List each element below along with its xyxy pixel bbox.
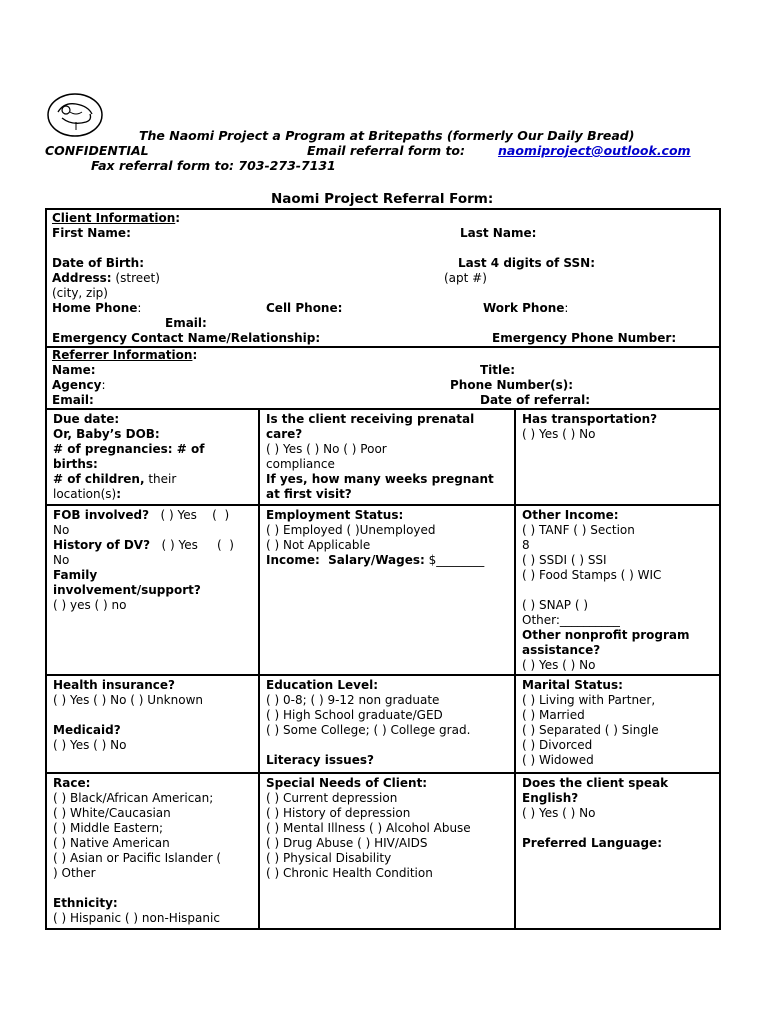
children-label: # of children, their xyxy=(53,472,177,486)
home-phone-colon: : xyxy=(137,301,142,315)
births-label: births: xyxy=(53,457,98,471)
fax-line: Fax referral form to: 703-273-7131 xyxy=(91,158,336,173)
city-zip-field[interactable]: (city, zip) xyxy=(52,286,108,300)
emergency-contact-field[interactable]: Emergency Contact Name/Relationship: xyxy=(52,331,321,345)
employment-label: Employment Status: xyxy=(266,508,404,522)
race-option[interactable]: ( ) Middle Eastern; xyxy=(53,821,164,835)
home-phone-label[interactable]: Home Phone xyxy=(52,301,138,315)
spacer xyxy=(53,881,252,896)
prenatal-question: Is the client receiving prenatal xyxy=(266,412,475,426)
special-needs-option[interactable]: ( ) History of depression xyxy=(266,806,411,820)
agency-label[interactable]: Agency xyxy=(52,378,102,392)
married-option[interactable]: ( ) Married xyxy=(522,708,585,722)
nonprofit-question: Other nonprofit program xyxy=(522,628,690,642)
client-section-heading: Client Information xyxy=(52,211,176,225)
email-link[interactable]: naomiproject@outlook.com xyxy=(498,143,691,158)
special-needs-option[interactable]: ( ) Chronic Health Condition xyxy=(266,866,433,880)
marital-label: Marital Status: xyxy=(522,678,623,692)
transportation-cell[interactable] xyxy=(516,410,719,504)
widowed-option[interactable]: ( ) Widowed xyxy=(522,753,594,767)
section8-option[interactable]: 8 xyxy=(522,538,530,552)
nonprofit-options[interactable]: ( ) Yes ( ) No xyxy=(522,658,596,672)
english-options[interactable]: ( ) Yes ( ) No xyxy=(522,806,596,820)
referrer-name-field[interactable]: Name: xyxy=(52,363,96,377)
spacer xyxy=(522,583,713,598)
food-stamps-option[interactable]: ( ) Food Stamps ( ) WIC xyxy=(522,568,662,582)
dv-no-option[interactable]: No xyxy=(53,553,70,567)
separated-option[interactable]: ( ) Separated ( ) Single xyxy=(522,723,659,737)
literacy-label: Literacy issues? xyxy=(266,753,374,767)
referrer-section xyxy=(47,348,719,410)
language-cell[interactable] xyxy=(516,774,719,928)
employment-cell[interactable] xyxy=(260,506,516,674)
weeks-pregnant-question-cont: at first visit? xyxy=(266,487,352,501)
preferred-language-label: Preferred Language: xyxy=(522,836,662,850)
prenatal-question-cont: care? xyxy=(266,427,303,441)
race-option[interactable]: ( ) Black/African American; xyxy=(53,791,214,805)
special-needs-option[interactable]: ( ) Drug Abuse ( ) HIV/AIDS xyxy=(266,836,428,850)
family-cell[interactable] xyxy=(47,506,260,674)
fob-involved-line[interactable]: FOB involved? ( ) Yes ( ) xyxy=(53,508,230,522)
special-needs-option[interactable]: ( ) Current depression xyxy=(266,791,398,805)
employment-na-option[interactable]: ( ) Not Applicable xyxy=(266,538,371,552)
english-question: Does the client speak xyxy=(522,776,669,790)
race-option[interactable]: ( ) Asian or Pacific Islander ( xyxy=(53,851,222,865)
race-label: Race: xyxy=(53,776,91,790)
education-options-1[interactable]: ( ) 0-8; ( ) 9-12 non graduate xyxy=(266,693,440,707)
grid-row xyxy=(47,774,719,928)
special-needs-option[interactable]: ( ) Physical Disability xyxy=(266,851,392,865)
referral-form xyxy=(45,208,721,930)
other-income-label: Other Income: xyxy=(522,508,619,522)
fob-no-option[interactable]: No xyxy=(53,523,70,537)
dob-field[interactable]: Date of Birth: xyxy=(52,256,145,270)
race-cell[interactable] xyxy=(47,774,260,928)
work-phone-colon: : xyxy=(564,301,569,315)
referral-date-field[interactable]: Date of referral: xyxy=(480,393,591,407)
special-needs-label: Special Needs of Client: xyxy=(266,776,428,790)
spacer xyxy=(266,738,508,753)
employment-options[interactable]: ( ) Employed ( )Unemployed xyxy=(266,523,436,537)
address-street-field[interactable]: (street) xyxy=(111,271,160,285)
income-line[interactable]: Income: Salary/Wages: $________ xyxy=(266,553,485,567)
divorced-option[interactable]: ( ) Divorced xyxy=(522,738,593,752)
english-question-cont: English? xyxy=(522,791,579,805)
ssdi-option[interactable]: ( ) SSDI ( ) SSI xyxy=(522,553,607,567)
education-options-2[interactable]: ( ) High School graduate/GED xyxy=(266,708,443,722)
due-date-label: Due date: xyxy=(53,412,120,426)
baby-dob-label: Or, Baby’s DOB: xyxy=(53,427,160,441)
ssn-field[interactable]: Last 4 digits of SSN: xyxy=(458,256,596,270)
referrer-title-field[interactable]: Title: xyxy=(480,363,516,377)
race-option[interactable]: ) Other xyxy=(53,866,96,880)
ethnicity-label: Ethnicity: xyxy=(53,896,118,910)
partner-option[interactable]: ( ) Living with Partner, xyxy=(522,693,656,707)
apt-field[interactable]: (apt #) xyxy=(444,271,487,285)
grid-row xyxy=(47,506,719,676)
emergency-phone-field[interactable]: Emergency Phone Number: xyxy=(492,331,677,345)
family-support-label: involvement/support? xyxy=(53,583,201,597)
nonprofit-question-cont: assistance? xyxy=(522,643,601,657)
special-needs-cell[interactable] xyxy=(260,774,516,928)
agency-colon: : xyxy=(101,378,106,392)
family-label: Family xyxy=(53,568,98,582)
race-option[interactable]: ( ) White/Caucasian xyxy=(53,806,171,820)
family-support-options[interactable]: ( ) yes ( ) no xyxy=(53,598,127,612)
referrer-section-colon: : xyxy=(192,348,198,362)
details-grid xyxy=(47,410,719,928)
race-option[interactable]: ( ) Native American xyxy=(53,836,170,850)
email-referral-label: Email referral form to: xyxy=(307,143,466,158)
insurance-options[interactable]: ( ) Yes ( ) No ( ) Unknown xyxy=(53,693,203,707)
first-name-field[interactable]: First Name: xyxy=(52,226,131,240)
spacer xyxy=(53,708,252,723)
pregnancy-cell[interactable] xyxy=(47,410,260,504)
special-needs-option[interactable]: ( ) Mental Illness ( ) Alcohol Abuse xyxy=(266,821,471,835)
other-income-cell[interactable] xyxy=(516,506,719,674)
medicaid-options[interactable]: ( ) Yes ( ) No xyxy=(53,738,127,752)
logo xyxy=(46,92,104,138)
form-title: Naomi Project Referral Form: xyxy=(271,191,494,207)
header-title: The Naomi Project a Program at Britepaths (formerly Our Daily Bread) xyxy=(139,128,635,143)
transportation-options[interactable]: ( ) Yes ( ) No xyxy=(522,427,596,441)
work-phone-label[interactable]: Work Phone xyxy=(483,301,565,315)
last-name-field[interactable]: Last Name: xyxy=(460,226,537,240)
education-cell[interactable] xyxy=(260,676,516,772)
confidential-label: CONFIDENTIAL xyxy=(45,143,149,158)
spacer xyxy=(522,821,713,836)
tanf-option[interactable]: ( ) TANF ( ) Section xyxy=(522,523,635,537)
client-section xyxy=(47,210,719,348)
snap-option[interactable]: ( ) SNAP ( ) xyxy=(522,598,589,612)
children-location-label: location(s): xyxy=(53,487,122,501)
grid-row xyxy=(47,410,719,506)
prenatal-cell[interactable] xyxy=(260,410,516,504)
referrer-email-field[interactable]: Email: xyxy=(52,393,94,407)
medicaid-label: Medicaid? xyxy=(53,723,121,737)
education-options-3[interactable]: ( ) Some College; ( ) College grad. xyxy=(266,723,471,737)
other-option[interactable]: Other:__________ xyxy=(522,613,620,627)
education-label: Education Level: xyxy=(266,678,379,692)
client-section-colon: : xyxy=(175,211,181,225)
referrer-section-heading: Referrer Information xyxy=(52,348,193,362)
marital-cell[interactable] xyxy=(516,676,719,772)
prenatal-options-cont[interactable]: compliance xyxy=(266,457,335,471)
pregnancies-label: # of pregnancies: # of xyxy=(53,442,205,456)
insurance-label: Health insurance? xyxy=(53,678,175,692)
ethnicity-options[interactable]: ( ) Hispanic ( ) non-Hispanic xyxy=(53,911,220,925)
weeks-pregnant-question: If yes, how many weeks pregnant xyxy=(266,472,494,486)
referrer-phone-field[interactable]: Phone Number(s): xyxy=(450,378,574,392)
prenatal-options[interactable]: ( ) Yes ( ) No ( ) Poor xyxy=(266,442,387,456)
insurance-cell[interactable] xyxy=(47,676,260,772)
grid-row xyxy=(47,676,719,774)
transportation-question: Has transportation? xyxy=(522,412,658,426)
dv-history-line[interactable]: History of DV? ( ) Yes ( ) xyxy=(53,538,234,552)
cell-phone-field[interactable]: Cell Phone: xyxy=(266,301,343,315)
address-label: Address: xyxy=(52,271,112,285)
client-email-field[interactable]: Email: xyxy=(165,316,207,330)
